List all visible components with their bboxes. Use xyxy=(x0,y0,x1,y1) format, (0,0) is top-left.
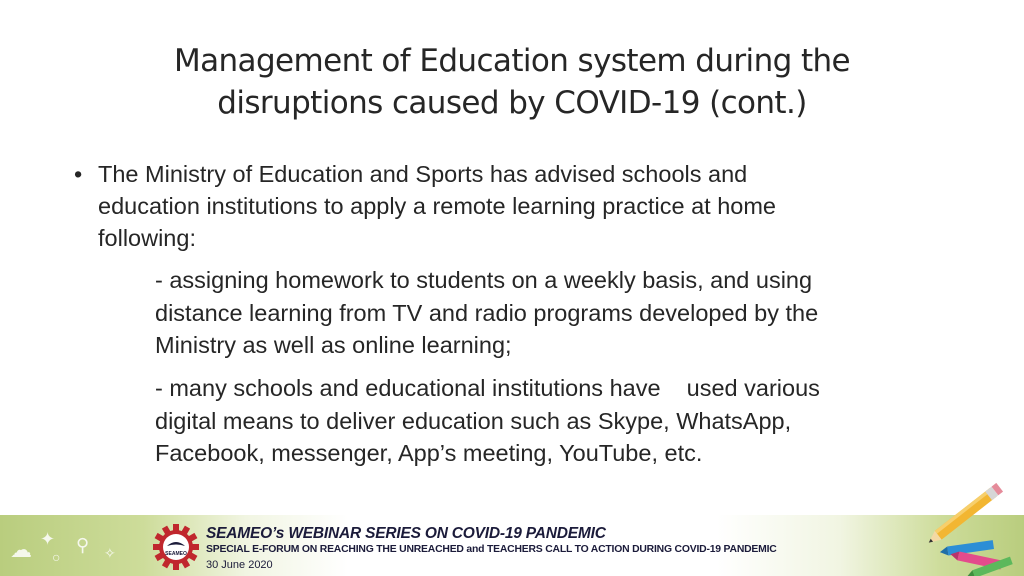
sub-item-line: distance learning from TV and radio programs developed by the xyxy=(155,299,819,326)
pencils-crayons-icon xyxy=(900,480,1024,576)
main-bullet xyxy=(74,158,934,254)
footer-date: 30 June 2020 xyxy=(206,559,273,571)
bullet-line: education institutions to apply a remote learning practice at home xyxy=(98,193,776,219)
bullet-line: following: xyxy=(98,225,196,251)
bullet-line: The Ministry of Education and Sports has advised schools and xyxy=(98,161,748,187)
cloud-icon: ☁ xyxy=(10,537,32,562)
sub-item-homework xyxy=(155,264,945,362)
slide-title-line-1: Management of Education system during the xyxy=(173,43,851,79)
pin-icon: ⚲ xyxy=(76,535,90,555)
sub-item-line: digital means to deliver education such as Skype, WhatsApp, xyxy=(155,407,792,434)
circle-icon: ○ xyxy=(52,549,61,565)
sub-item-line: - assigning homework to students on a weekly basis, and using xyxy=(155,267,813,293)
bullet-dot-icon: • xyxy=(74,161,83,187)
sub-item-line: Facebook, messenger, App’s meeting, YouTube, etc. xyxy=(155,440,703,466)
sub-item-digital-means xyxy=(155,372,945,470)
star-icon: ✦ xyxy=(40,529,56,549)
main-bullet-text xyxy=(98,158,934,254)
footer-subtitle: SPECIAL E-FORUM ON REACHING THE UNREACHED and TEACHERS CALL TO ACTION DURING COVID-19 PANDEMIC xyxy=(206,544,777,555)
slide-title-line-2: disruptions caused by COVID-19 (cont.) xyxy=(217,85,807,121)
sub-item-line: Ministry as well as online learning; xyxy=(155,332,512,358)
seameo-logo xyxy=(153,524,199,570)
footer-title: SEAMEO’s WEBINAR SERIES ON COVID-19 PANDEMIC xyxy=(206,525,606,542)
sparkle-icon: ✧ xyxy=(104,545,116,561)
sub-item-line: - many schools and educational institutions have used various xyxy=(155,375,820,401)
logo-text: SEAMEO xyxy=(165,551,187,557)
slide-title xyxy=(40,40,984,124)
